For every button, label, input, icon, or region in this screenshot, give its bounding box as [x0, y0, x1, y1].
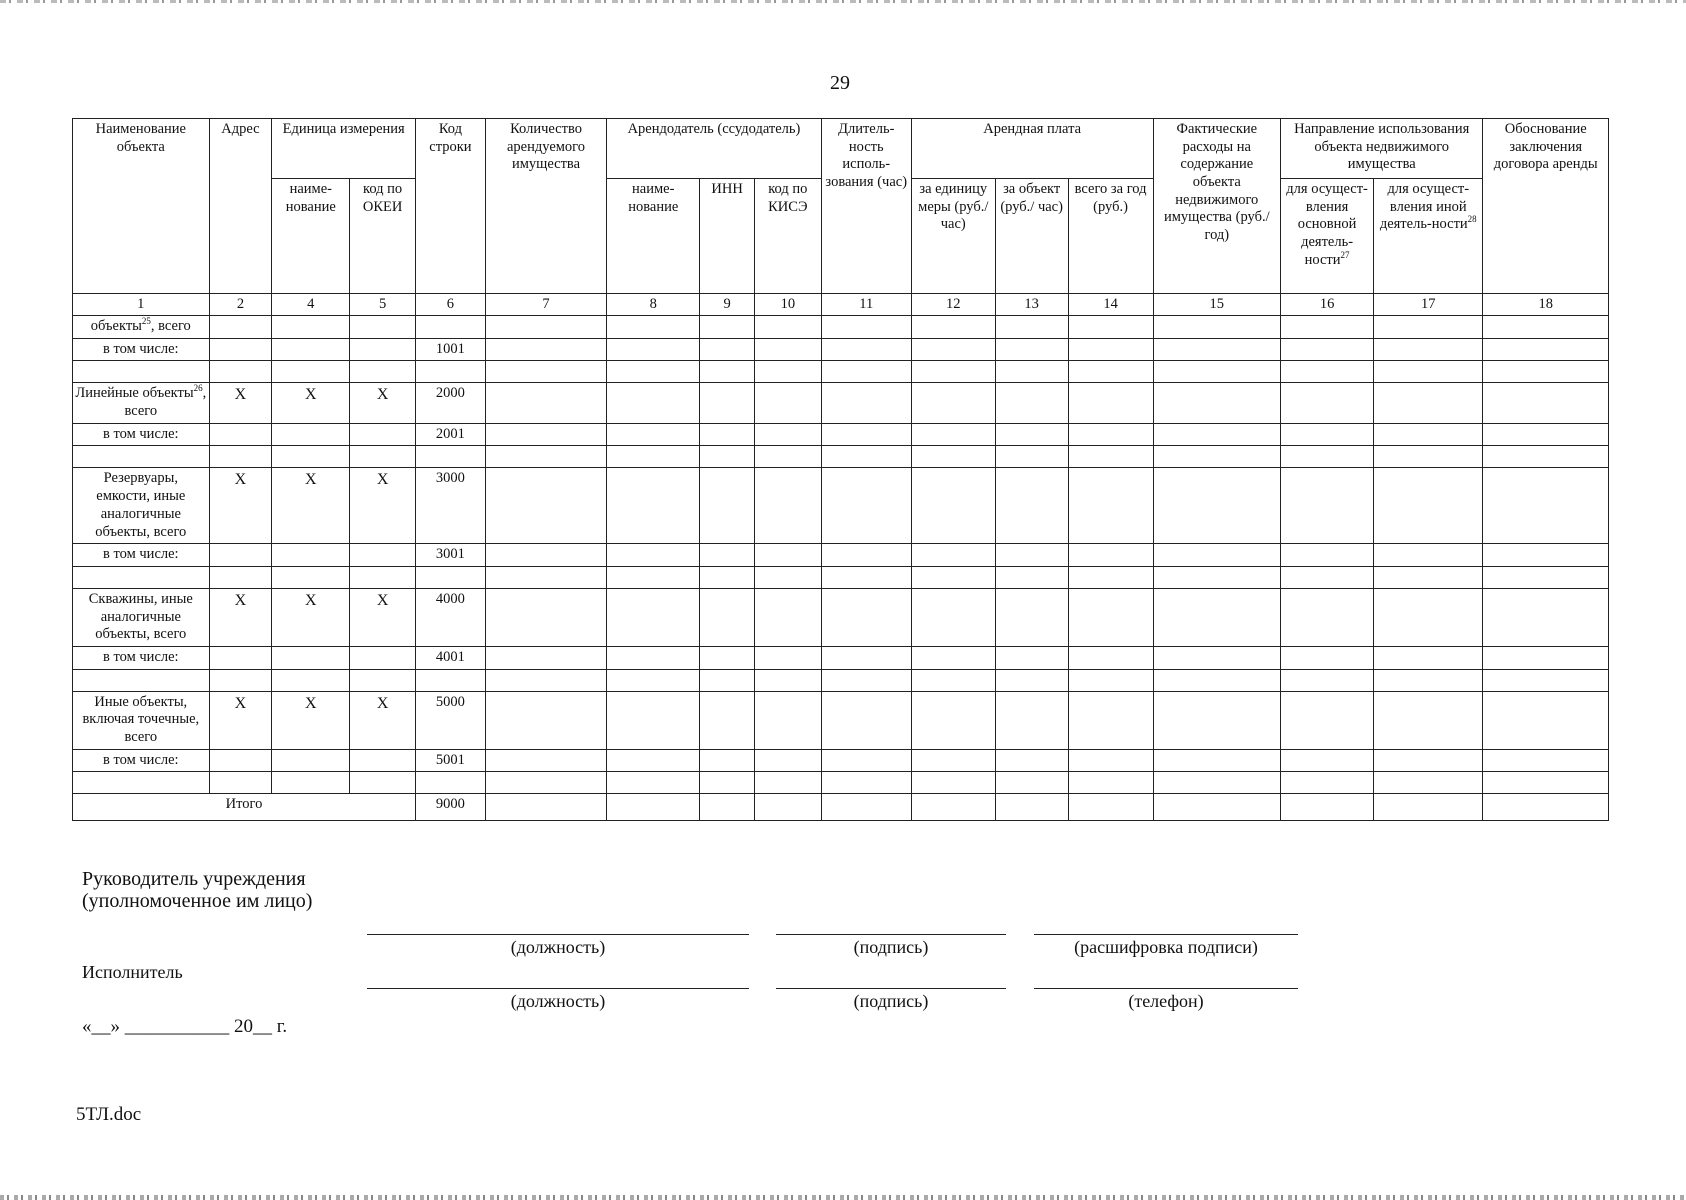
header-rent-per-year: всего за год (руб.) [1068, 179, 1153, 294]
scan-edge-bottom [0, 1195, 1686, 1200]
table-row [73, 361, 1609, 383]
table-row [73, 749, 1609, 772]
header-justification: Обоснование заключения договора аренды [1483, 119, 1609, 294]
column-number: 4 [272, 294, 350, 316]
executor-label: Исполнитель [82, 962, 183, 982]
header-lessor-kise: код по КИСЭ [754, 179, 821, 294]
line-code: 4000 [416, 588, 486, 646]
row-label: в том числе: [73, 544, 210, 567]
table-row [73, 468, 1609, 544]
x-mark: Х [209, 588, 272, 646]
header-duration: Длитель-ность исполь-зования (час) [821, 119, 911, 294]
table-row [73, 646, 1609, 669]
phone-line [1034, 988, 1298, 989]
signature-caption: (подпись) [853, 937, 929, 957]
x-mark: Х [272, 691, 350, 749]
header-usage-main: для осущест-вления основной деятель-ности$^{27}$ [1281, 179, 1374, 294]
x-mark: Х [272, 383, 350, 423]
column-number: 1 [73, 294, 210, 316]
line-code: 5000 [416, 691, 486, 749]
column-number: 6 [416, 294, 486, 316]
table-row [73, 669, 1609, 691]
position-line [367, 934, 749, 935]
row-label: Линейные объекты$^{26}$, всего [73, 383, 210, 423]
header-usage-direction: Направление использования объекта недвижимого имущества [1281, 119, 1483, 179]
row-label: Резервуары, емкости, иные аналогичные объекты, всего [73, 468, 210, 544]
table-row [73, 423, 1609, 446]
header-unit: Единица измерения [272, 119, 416, 179]
position-line-2 [367, 988, 749, 989]
header-name: Наименование объекта [73, 119, 210, 294]
x-mark: Х [350, 383, 416, 423]
line-code: 5001 [416, 749, 486, 772]
column-number: 18 [1483, 294, 1609, 316]
scan-edge-top [0, 0, 1686, 3]
row-label: Иные объекты, включая точечные, всего [73, 691, 210, 749]
total-row [73, 794, 1609, 821]
line-code: 3000 [416, 468, 486, 544]
decoding-caption: (расшифровка подписи) [1074, 937, 1258, 957]
x-mark: Х [272, 588, 350, 646]
position-caption-2: (должность) [510, 991, 606, 1011]
signature-line-2 [776, 988, 1006, 989]
table-row [73, 772, 1609, 794]
table-row [73, 588, 1609, 646]
position-caption: (должность) [510, 937, 606, 957]
column-number: 8 [607, 294, 700, 316]
row-label: Скважины, иные аналогичные объекты, всего [73, 588, 210, 646]
x-mark: Х [350, 468, 416, 544]
date-field: «__» ___________ 20__ г. [82, 1016, 288, 1037]
row-label: в том числе: [73, 749, 210, 772]
column-number: 16 [1281, 294, 1374, 316]
x-mark: Х [209, 383, 272, 423]
column-number: 10 [754, 294, 821, 316]
line-code: 2000 [416, 383, 486, 423]
head-subtitle: (уполномоченное им лицо) [82, 890, 313, 912]
header-quantity: Количество арендуемого имущества [485, 119, 606, 294]
table-row [73, 446, 1609, 468]
column-number: 14 [1068, 294, 1153, 316]
signature-caption-2: (подпись) [853, 991, 929, 1011]
header-actual-costs: Фактические расходы на содержание объекта недвижимого имущества (руб./ год) [1153, 119, 1280, 294]
header-lessor-inn: ИНН [700, 179, 755, 294]
table-row [73, 316, 1609, 339]
x-mark: Х [209, 691, 272, 749]
header-unit-name: наиме-нование [272, 179, 350, 294]
column-number: 15 [1153, 294, 1280, 316]
column-number: 17 [1374, 294, 1483, 316]
row-label: в том числе: [73, 423, 210, 446]
header-rent-per-unit: за единицу меры (руб./ час) [911, 179, 995, 294]
file-name: 5ТЛ.doc [76, 1104, 142, 1125]
line-code: 9000 [416, 794, 486, 821]
table-row [73, 691, 1609, 749]
x-mark: Х [350, 691, 416, 749]
column-number: 12 [911, 294, 995, 316]
x-mark: Х [209, 468, 272, 544]
header-rent-per-object: за объект (руб./ час) [995, 179, 1068, 294]
header-lessor: Арендодатель (ссудодатель) [607, 119, 822, 179]
column-number: 5 [350, 294, 416, 316]
header-address: Адрес [209, 119, 272, 294]
decoding-line [1034, 934, 1298, 935]
rent-table [72, 118, 1609, 821]
x-mark: Х [350, 588, 416, 646]
signature-line [776, 934, 1006, 935]
table-row [73, 338, 1609, 361]
column-number: 13 [995, 294, 1068, 316]
total-label: Итого [73, 794, 416, 821]
x-mark: Х [272, 468, 350, 544]
row-label: в том числе: [73, 646, 210, 669]
table-row [73, 566, 1609, 588]
table-row [73, 544, 1609, 567]
row-label: в том числе: [73, 338, 210, 361]
line-code: 3001 [416, 544, 486, 567]
column-number-row [73, 294, 1609, 316]
header-lessor-name: наиме-нование [607, 179, 700, 294]
line-code: 1001 [416, 338, 486, 361]
header-usage-other: для осущест-вления иной деятель-ности$^{28}$ [1374, 179, 1483, 294]
column-number: 7 [485, 294, 606, 316]
header-rent: Арендная плата [911, 119, 1153, 179]
line-code: 2001 [416, 423, 486, 446]
head-title: Руководитель учреждения [82, 868, 306, 890]
page-number: 29 [830, 72, 850, 94]
header-line-code: Код строки [416, 119, 486, 294]
header-unit-okei: код по ОКЕИ [350, 179, 416, 294]
phone-caption: (телефон) [1128, 991, 1204, 1011]
line-code: 4001 [416, 646, 486, 669]
row-label: объекты$^{25}$, всего [73, 316, 210, 339]
column-number: 2 [209, 294, 272, 316]
table-row [73, 383, 1609, 423]
column-number: 9 [700, 294, 755, 316]
column-number: 11 [821, 294, 911, 316]
